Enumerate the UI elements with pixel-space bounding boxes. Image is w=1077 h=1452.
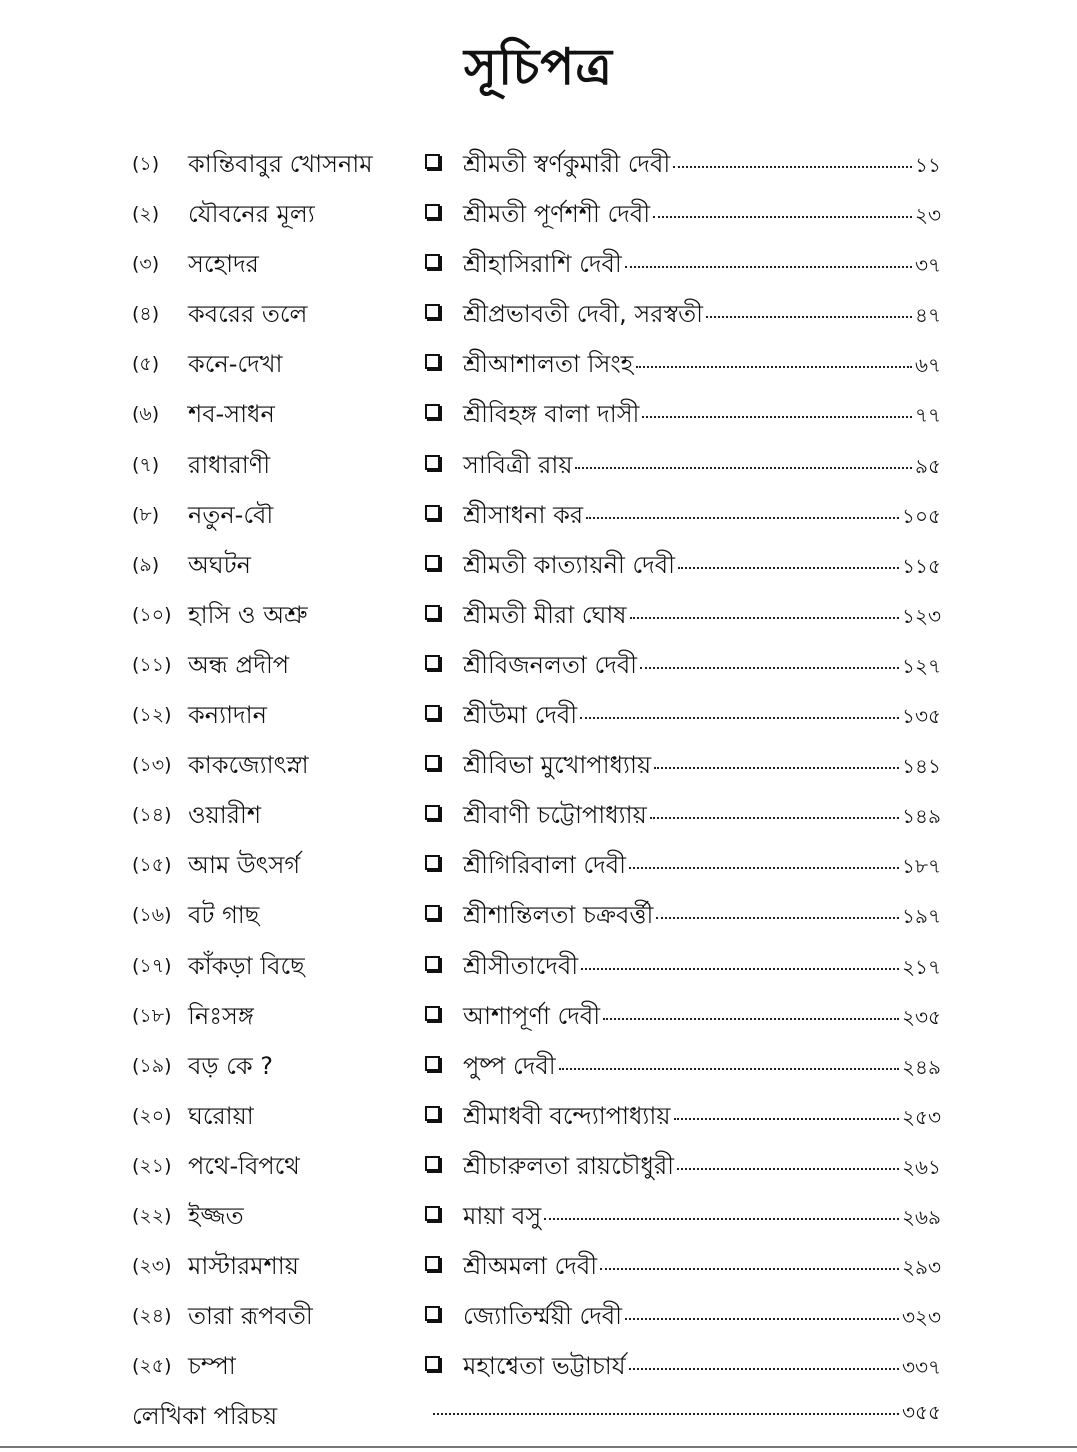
story-title: অঘটন	[188, 550, 252, 579]
table-of-contents	[0, 140, 1077, 1392]
entry-number: (১৫)	[132, 854, 172, 877]
dot-leader	[433, 1412, 899, 1415]
author-leader-line	[463, 1048, 941, 1088]
author-name: আশাপূর্ণা দেবী	[463, 1001, 601, 1030]
author-name: শ্রীহাসিরাশি দেবী	[463, 250, 622, 279]
author-leader-line	[463, 948, 941, 988]
dot-leader	[575, 466, 912, 469]
entry-number: (৬)	[132, 403, 160, 426]
dot-leader	[586, 516, 899, 519]
entry-number: (১২)	[132, 704, 172, 727]
author-bio-page: ৩৫৫	[902, 1400, 941, 1424]
author-leader-line	[463, 447, 941, 487]
author-leader-line	[463, 797, 941, 837]
toc-entry	[0, 841, 1077, 891]
page-number: ৩৩৭	[901, 1355, 941, 1380]
checkbox-bullet-icon	[425, 1156, 440, 1171]
toc-entry	[0, 641, 1077, 691]
dot-leader	[630, 616, 899, 619]
page-number: ১৪৯	[902, 804, 941, 829]
author-name: শ্রীবিহঙ্গ বালা দাসী	[463, 400, 640, 429]
story-title: মাস্টারমশায়	[188, 1252, 299, 1281]
dot-leader	[559, 1067, 899, 1070]
page-number: ৭৭	[914, 403, 941, 428]
page-number: ৩২৩	[901, 1305, 941, 1330]
author-leader-line	[463, 146, 941, 186]
dot-leader	[654, 766, 899, 769]
page-number: ১৯৭	[902, 904, 941, 929]
author-name: শ্রীমতী মীরা ঘোষ	[463, 600, 627, 629]
dot-leader	[600, 1267, 899, 1270]
author-leader-line	[463, 847, 941, 887]
author-name: শ্রীমাধবী বন্দ্যোপাধ্যায়	[463, 1101, 671, 1130]
story-title: শব-সাধন	[188, 400, 275, 429]
checkbox-bullet-icon	[425, 1206, 440, 1221]
checkbox-bullet-icon	[425, 956, 440, 971]
author-leader-line	[463, 897, 941, 937]
entry-number: (৮)	[132, 503, 160, 526]
author-name: শ্রীমতী কাত্যায়নী দেবী	[463, 550, 676, 579]
author-leader-line	[463, 647, 941, 687]
checkbox-bullet-icon	[425, 304, 440, 319]
entry-number: (৩)	[132, 253, 160, 276]
story-title: কাকজ্যোৎস্না	[188, 751, 309, 780]
story-title: আম উৎসর্গ	[188, 851, 301, 880]
checkbox-bullet-icon	[425, 805, 440, 820]
entry-number: (২৪)	[132, 1305, 172, 1328]
author-name: জ্যোতির্ম্ময়ী দেবী	[463, 1302, 623, 1331]
story-title: সহোদর	[188, 250, 259, 279]
author-name: পুষ্প দেবী	[463, 1051, 556, 1080]
toc-entry	[0, 1142, 1077, 1192]
author-leader-line	[463, 998, 941, 1038]
checkbox-bullet-icon	[425, 1056, 440, 1071]
entry-number: (১১)	[132, 653, 172, 676]
toc-entry	[0, 1242, 1077, 1292]
checkbox-bullet-icon	[425, 605, 440, 620]
author-name: সাবিত্রী রায়	[463, 450, 573, 479]
story-title: বট গাছ	[188, 901, 260, 930]
page-number: ৩৭	[914, 253, 941, 278]
page-number: ১৮৭	[902, 854, 941, 879]
page-number: ১১	[915, 153, 941, 177]
entry-number: (১)	[132, 153, 160, 175]
toc-entry	[0, 1192, 1077, 1242]
story-title: ইজ্জত	[188, 1201, 244, 1230]
entry-number: (১৪)	[132, 804, 172, 827]
author-name: শ্রীশান্তিলতা চক্রবর্ত্তী	[463, 901, 654, 930]
entry-number: (৭)	[132, 453, 160, 476]
entry-number: (১৯)	[132, 1054, 172, 1077]
checkbox-bullet-icon	[425, 354, 440, 369]
page-number: ১০৫	[902, 503, 941, 528]
author-leader-line	[463, 597, 941, 637]
story-title: কনে-দেখা	[188, 350, 283, 379]
checkbox-bullet-icon	[425, 254, 440, 269]
author-name: শ্রীবিজনলতা দেবী	[463, 650, 638, 679]
toc-entry	[0, 340, 1077, 390]
author-bio-leader-line	[430, 1398, 941, 1431]
checkbox-bullet-icon	[425, 505, 440, 520]
entry-number: (২)	[132, 203, 160, 226]
checkbox-bullet-icon	[425, 855, 440, 870]
story-title: কান্তিবাবুর খোসনাম	[188, 150, 373, 178]
dot-leader	[580, 716, 899, 719]
author-leader-line	[463, 747, 941, 787]
entry-number: (২১)	[132, 1154, 172, 1177]
author-leader-line	[463, 1148, 941, 1188]
dot-leader	[677, 1167, 899, 1170]
story-title: রাধারাণী	[188, 450, 271, 479]
checkbox-bullet-icon	[425, 1356, 440, 1371]
page-number: ১১৫	[902, 553, 941, 578]
checkbox-bullet-icon	[425, 1006, 440, 1021]
toc-entry	[0, 741, 1077, 791]
checkbox-bullet-icon	[425, 755, 440, 770]
dot-leader	[674, 1117, 900, 1120]
page-number: ১২৩	[902, 603, 941, 628]
author-leader-line	[463, 396, 941, 436]
story-title: পথে-বিপথে	[188, 1151, 300, 1180]
author-bio-label: লেখিকা পরিচয়	[132, 1402, 278, 1430]
author-bio-row	[0, 1392, 1077, 1432]
toc-entry	[0, 942, 1077, 992]
checkbox-bullet-icon	[425, 1306, 440, 1321]
dot-leader	[629, 866, 899, 869]
author-leader-line	[463, 1098, 941, 1138]
page-number: ২৩৫	[902, 1004, 941, 1029]
entry-number: (২০)	[132, 1104, 172, 1127]
toc-entry	[0, 140, 1077, 190]
entry-number: (১৭)	[132, 954, 172, 977]
author-leader-line	[463, 196, 941, 236]
story-title: তারা রূপবতী	[188, 1302, 313, 1331]
author-leader-line	[463, 1248, 941, 1288]
toc-entry	[0, 290, 1077, 340]
dot-leader	[636, 365, 912, 368]
toc-entry	[0, 1092, 1077, 1142]
page-number: ২৬১	[902, 1154, 941, 1179]
toc-entry	[0, 591, 1077, 641]
author-name: শ্রীসাধনা কর	[463, 500, 584, 529]
entry-number: (২৩)	[132, 1255, 172, 1278]
story-title: নিঃসঙ্গ	[188, 1001, 254, 1030]
entry-number: (২২)	[132, 1204, 172, 1227]
dot-leader	[656, 916, 899, 919]
dot-leader	[581, 967, 899, 970]
checkbox-bullet-icon	[425, 404, 440, 419]
toc-entry	[0, 791, 1077, 841]
page-number: ১৩৫	[902, 704, 941, 729]
page-number: ২৫৩	[902, 1104, 941, 1129]
author-name: শ্রীমতী স্বর্ণকুমারী দেবী	[463, 150, 671, 178]
dot-leader	[673, 165, 912, 168]
toc-entry	[0, 1342, 1077, 1392]
toc-entry	[0, 1042, 1077, 1092]
story-title: কন্যাদান	[188, 701, 267, 730]
toc-entry	[0, 992, 1077, 1042]
entry-number: (১৮)	[132, 1004, 172, 1027]
toc-entry	[0, 190, 1077, 240]
story-title: চম্পা	[188, 1352, 236, 1381]
entry-number: (৪)	[132, 303, 160, 326]
entry-number: (১৬)	[132, 904, 172, 927]
checkbox-bullet-icon	[425, 705, 440, 720]
author-leader-line	[463, 296, 941, 336]
entry-number: (২৫)	[132, 1355, 172, 1378]
page-number: ১৪১	[902, 754, 941, 779]
toc-entry	[0, 691, 1077, 741]
story-title: ওয়ারীশ	[188, 801, 262, 830]
page-number: ২৪৯	[902, 1054, 941, 1079]
page-number: ২৬৯	[902, 1204, 941, 1229]
checkbox-bullet-icon	[425, 1106, 440, 1121]
checkbox-bullet-icon	[425, 655, 440, 670]
toc-entry	[0, 441, 1077, 491]
author-name: মহাশ্বেতা ভট্টাচার্য	[463, 1352, 626, 1381]
checkbox-bullet-icon	[425, 905, 440, 920]
dot-leader	[625, 1317, 899, 1320]
entry-number: (১০)	[132, 603, 172, 626]
author-name: মায়া বসু	[463, 1201, 542, 1230]
dot-leader	[650, 816, 899, 819]
bottom-rule	[0, 1446, 1077, 1448]
author-name: শ্রীবাণী চট্টোপাধ্যায়	[463, 801, 647, 830]
dot-leader	[642, 415, 912, 418]
dot-leader	[678, 566, 899, 569]
author-name: শ্রীগিরিবালা দেবী	[463, 851, 626, 880]
author-name: শ্রীপ্রভাবতী দেবী, সরস্বতী	[463, 300, 703, 329]
page-number: ৪৭	[915, 303, 941, 328]
entry-number: (৫)	[132, 353, 160, 376]
page-number: ২৩	[914, 203, 941, 228]
dot-leader	[653, 215, 912, 218]
toc-entry	[0, 390, 1077, 440]
dot-leader	[640, 666, 899, 669]
author-leader-line	[463, 497, 941, 537]
author-leader-line	[463, 246, 941, 286]
author-leader-line	[463, 1298, 941, 1338]
page-title: সূচিপত্র	[464, 38, 613, 96]
author-name: শ্রীবিভা মুখোপাধ্যায়	[463, 751, 652, 780]
story-title: নতুন-বৌ	[188, 500, 274, 529]
story-title: হাসি ও অশ্রু	[188, 600, 308, 629]
author-name: শ্রীসীতাদেবী	[463, 951, 579, 980]
page-number: ৯৫	[915, 453, 941, 478]
checkbox-bullet-icon	[425, 204, 440, 219]
page-number: ৬৭	[914, 353, 941, 378]
entry-number: (১৩)	[132, 754, 172, 777]
story-title: ঘরোয়া	[188, 1101, 254, 1130]
author-name: শ্রীঅমলা দেবী	[463, 1252, 598, 1281]
story-title: কবরের তলে	[188, 300, 308, 329]
story-title: অন্ধ প্রদীপ	[188, 650, 290, 679]
author-name: শ্রীউমা দেবী	[463, 701, 578, 730]
author-leader-line	[463, 547, 941, 587]
checkbox-bullet-icon	[425, 455, 440, 470]
dot-leader	[544, 1217, 899, 1220]
entry-number: (৯)	[132, 553, 160, 576]
dot-leader	[706, 315, 912, 318]
author-name: শ্রীআশালতা সিংহ	[463, 350, 634, 379]
toc-entry	[0, 240, 1077, 290]
page-number: ২১৭	[902, 954, 941, 979]
page-number: ২৯৩	[902, 1255, 941, 1280]
story-title: যৌবনের মূল্য	[188, 200, 315, 229]
author-leader-line	[463, 697, 941, 737]
story-title: কাঁকড়া বিছে	[188, 951, 305, 980]
toc-entry	[0, 1292, 1077, 1342]
toc-entry	[0, 891, 1077, 941]
story-title: বড় কে ?	[188, 1051, 274, 1080]
dot-leader	[603, 1017, 899, 1020]
author-name: শ্রীমতী পূর্ণশশী দেবী	[463, 200, 651, 229]
author-name: শ্রীচারুলতা রায়চৌধুরী	[463, 1151, 675, 1180]
toc-entry	[0, 491, 1077, 541]
dot-leader	[629, 1367, 899, 1370]
checkbox-bullet-icon	[425, 555, 440, 570]
author-leader-line	[463, 346, 941, 386]
author-leader-line	[463, 1198, 941, 1238]
checkbox-bullet-icon	[425, 154, 440, 169]
toc-entry	[0, 541, 1077, 591]
author-leader-line	[463, 1348, 941, 1388]
checkbox-bullet-icon	[425, 1256, 440, 1271]
page-number: ১২৭	[902, 653, 941, 678]
dot-leader	[625, 265, 912, 268]
